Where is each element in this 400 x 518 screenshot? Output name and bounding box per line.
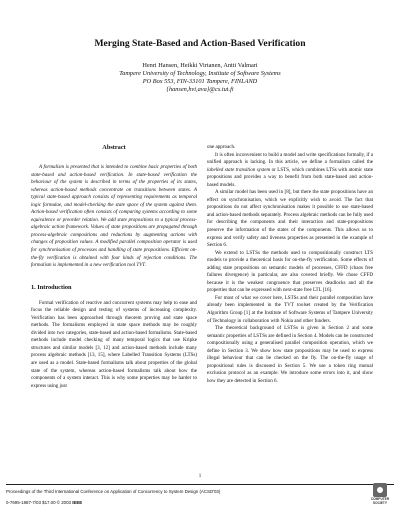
intro-p2-text-b: or LSTS, which combines LTSs with atomic state propositions and provides a way to benefit from both state-based and action-based models. xyxy=(207,166,373,188)
intro-paragraph-4: We extend to LSTSs the methods used to compositionally construct LTS models to provide a theoretical basis for on-the-fly verification. Some effects of adding state propositions on semantic models of processes, CFFD (chaos free failures divergence) in particular, are also covered briefly. We chose CFFD because it is the weakest congruence that preserves deadlocks and all the properties that can be expressed with next-state free LTL [16]. xyxy=(207,249,373,294)
author-email: {hansen,hvi,ava}@cs.tut.fi xyxy=(166,86,234,94)
intro-paragraph-6: The theoretical background of LSTSs is given in Section 2 and some semantic properties of LSTSs are defined in Section 4. Models can be constructed compositionally using a generalised parallel composition operation, which we define in Section 3. We show how state propositions may be used to express illegal behaviour that can be checked on the fly. The on-the-fly usage of propositional rules is discussed in Section 5. We use a token ring mutual exclusion protocol as an example. We introduce some errors into it, and show how they are detected in Section 6. xyxy=(207,325,373,384)
logo-line-2: SOCIETY xyxy=(373,500,387,505)
abstract-text: A formalism is presented that is intended to combine basic properties of both state-based and action-based verification. In state-based verification the behaviour of the system is described in terms of the properties of its states, whereas action-based methods concentrate on transitions between states. A typical state-based approach consists of representing requirements as temporal logic formulae, and model-checking the state space of the system against them. Action-based verification often consists of comparing systems according to some equivalence or preorder relation. We add state propositions to a typical process-algebraic action framework. Values of state propositions are propagated through process-algebraic compositions and reductions by augmenting actions with changes of proposition values. A modified parallel composition operator is used for synchronisation of processes and handling of state propositions. Efficient on-the-fly verification is obtained with four kinds of rejection conditions. The formalism is implemented in a new verification tool TVT. xyxy=(31,164,197,269)
copyright-footer xyxy=(6,500,82,505)
intro-paragraph-3: A similar model has been used in [8], but there the state propositions have an effect on synchronisation, which we explicitly wish to avoid. The fact that propositions do not affect synchronisation makes it possible to use state-based and action-based methods separately. Process algebraic methods can be fully used for describing the components and their interaction and state-propositions preserve the information of the states of the components. This allows us to express and verify safety and liveness properties as presented in the example of Section 6. xyxy=(207,189,373,249)
computer-society-wordmark xyxy=(368,498,392,506)
abstract-heading: Abstract xyxy=(102,144,126,151)
intro-p2-text-a: It is often inconvenient to build a model and write specifications formally, if a unified approach is lacking. In this article, we define a formalism called the xyxy=(207,151,373,166)
isbn-price-copyright: 0-7695-1887-7/03 $17.00 © 2003 xyxy=(6,500,73,505)
footer-divider xyxy=(6,484,394,485)
proceedings-footer: Proceedings of the Third International Conference on Application of Concurrency to System Design (ACSD'03) xyxy=(6,489,221,494)
author-block xyxy=(0,62,400,94)
intro-p2-term: labelled state transition system xyxy=(207,166,271,173)
right-column xyxy=(207,144,373,386)
author-names: Henri Hansen, Heikki Virtanen, Antti Valmari xyxy=(142,62,258,69)
logo-line-1: COMPUTER xyxy=(370,497,390,501)
intro-paragraph-5: For most of what we cover here, LSTSs and their parallel composition have already been implemented in the TVT toolset created by the Verification Algorithm Group [1] at the Institute of Software Systems of Tampere University of Technology in collaboration with Nokia and other funders. xyxy=(207,294,373,324)
left-column xyxy=(31,144,197,390)
intro-paragraph-continued: one approach. xyxy=(207,144,236,150)
intro-paragraph-1: Formal verification of reactive and concurrent systems may help to ease and focus the reliable design and testing of systems of increasing complexity. Verification has been approached through theorem proving and state space methods. The formalisms employed in state space methods may be roughly divided into two categories, state-based and action-based formalisms. State-based methods include model checking of many temporal logics that use Kripke structures and similar models [3, 12] and action-based methods include many process algebraic methods [13, 15], where Labelled Transition Systems (LTSs) are used as a model. State-based formalisms talk about properties of the global state of the system, whereas action-based formalisms talk about how the components of a system interact. This is why some properties may be harder to express using just xyxy=(31,299,197,389)
paper-title: Merging State-Based and Action-Based Verification xyxy=(94,38,306,49)
author-address: PO Box 553, FIN-33101 Tampere, FINLAND xyxy=(142,78,258,86)
page-number: 1 xyxy=(198,474,202,479)
section-heading-introduction: 1. Introduction xyxy=(31,283,72,291)
author-affiliation: Tampere University of Technology, Institute of Software Systems xyxy=(119,70,281,78)
ieee-brand: IEEE xyxy=(72,500,83,505)
intro-paragraph-2 xyxy=(207,152,373,190)
computer-society-logo xyxy=(368,483,392,506)
computer-society-emblem-icon xyxy=(373,483,387,497)
